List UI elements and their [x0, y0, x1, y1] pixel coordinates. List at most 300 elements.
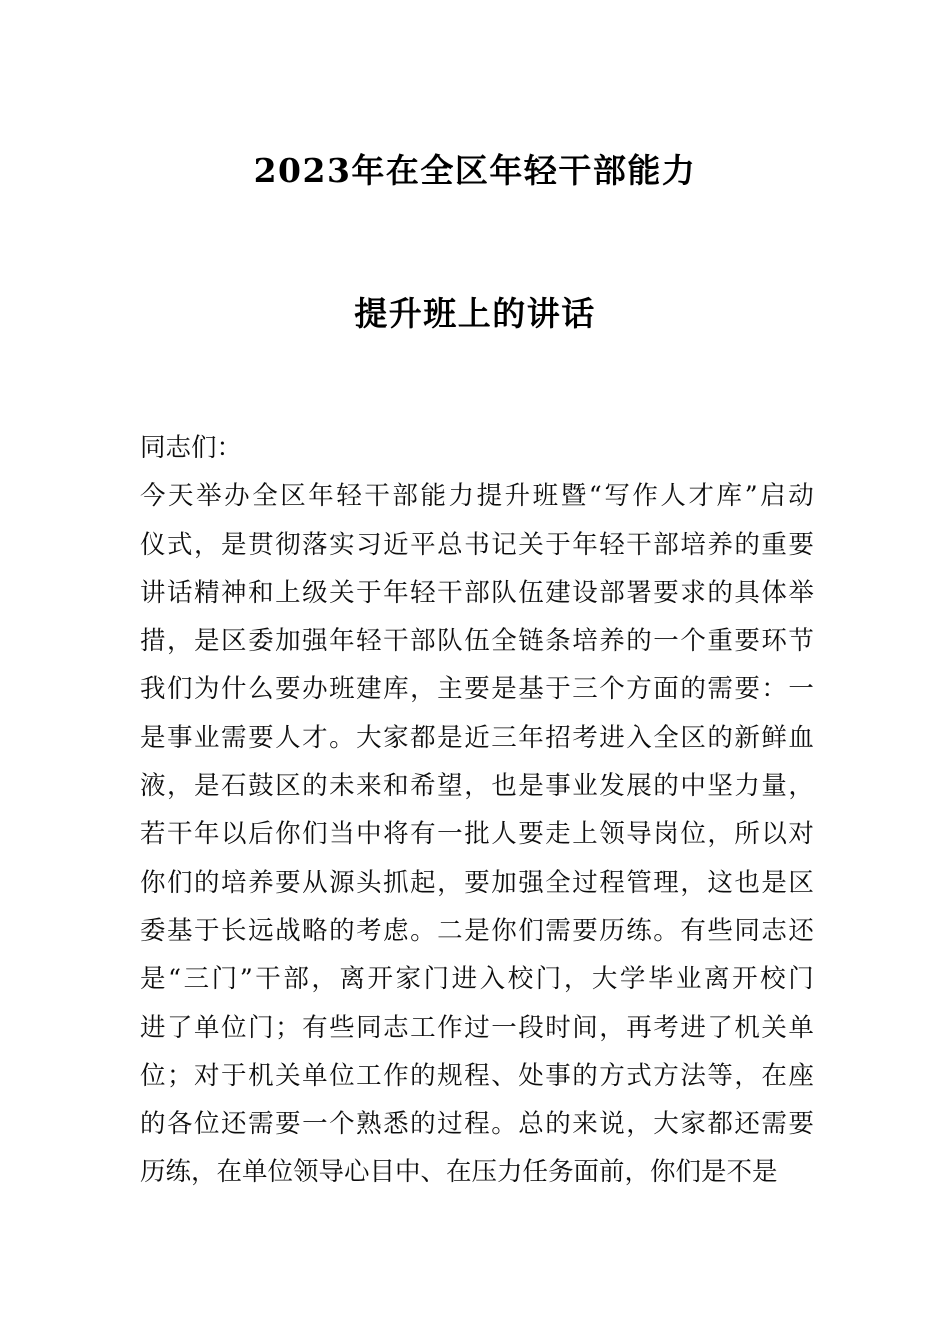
- body-glyph: 对: [788, 819, 814, 850]
- body-glyph: 关: [275, 1060, 301, 1091]
- body-glyph: 源: [329, 867, 355, 898]
- body-glyph: 班: [532, 481, 559, 512]
- body-glyph: 练: [626, 915, 652, 946]
- body-glyph: 面: [653, 674, 679, 705]
- body-glyph: 都: [707, 1109, 733, 1140]
- body-glyph: 学: [619, 964, 646, 995]
- body-glyph: 们: [518, 915, 544, 946]
- body-glyph: 位: [221, 1012, 247, 1043]
- body-line: [140, 569, 814, 617]
- body-glyph: 条: [545, 626, 571, 657]
- body-glyph: 后: [248, 819, 274, 850]
- body-glyph: 中: [356, 819, 382, 850]
- body-glyph: 的: [707, 577, 733, 608]
- body-glyph: 伍: [518, 577, 544, 608]
- body-glyph: ，: [410, 674, 436, 705]
- body-glyph: 大: [356, 722, 382, 753]
- body-glyph: 干: [626, 529, 652, 560]
- body-glyph: 上: [275, 577, 301, 608]
- body-glyph: 轻: [599, 529, 625, 560]
- body-glyph: 有: [680, 915, 706, 946]
- body-line: [140, 859, 814, 907]
- body-glyph: ，: [563, 964, 590, 995]
- body-glyph: 要: [464, 867, 490, 898]
- body-glyph: 平: [410, 529, 436, 560]
- body-glyph: 要: [734, 674, 760, 705]
- body-glyph: 力: [734, 771, 760, 802]
- body-glyph: 年: [518, 722, 544, 753]
- body-glyph: ，: [167, 771, 193, 802]
- body-line: [140, 617, 814, 665]
- body-glyph: 以: [221, 819, 247, 850]
- body-glyph: 考: [572, 722, 598, 753]
- body-glyph: 理: [653, 867, 679, 898]
- body-glyph: 进: [451, 964, 478, 995]
- body-glyph: ，: [680, 867, 706, 898]
- body-glyph: 启: [760, 481, 786, 512]
- body-glyph: 一: [302, 1109, 328, 1140]
- body-glyph: 才: [688, 481, 714, 512]
- body-glyph: 需: [707, 674, 733, 705]
- body-glyph: 干: [364, 481, 390, 512]
- body-glyph: 建: [545, 577, 571, 608]
- body-glyph: 的: [680, 674, 706, 705]
- body-glyph: 毕: [647, 964, 674, 995]
- body-glyph: 校: [507, 964, 534, 995]
- body-glyph: 部: [653, 529, 679, 560]
- body-glyph: 要: [464, 674, 490, 705]
- body-glyph: 于: [356, 577, 382, 608]
- body-glyph: 熟: [356, 1109, 382, 1140]
- body-glyph: 还: [734, 1109, 760, 1140]
- body-glyph: 坚: [707, 771, 733, 802]
- body-glyph: 事: [545, 771, 571, 802]
- body-glyph: 等: [707, 1060, 733, 1091]
- body-glyph: 了: [707, 1012, 733, 1043]
- body-glyph: 是: [518, 771, 544, 802]
- body-glyph: ，: [194, 529, 220, 560]
- body-glyph: 都: [410, 722, 436, 753]
- body-glyph: 导: [626, 819, 652, 850]
- body-glyph: 也: [734, 867, 760, 898]
- body-glyph: 间: [572, 1012, 598, 1043]
- body-glyph: 话: [167, 577, 193, 608]
- body-glyph: 动: [788, 481, 814, 512]
- body-glyph: 环: [761, 626, 787, 657]
- body-glyph: 部: [392, 481, 418, 512]
- body-glyph: 委: [140, 915, 166, 946]
- body-glyph: 才: [302, 722, 328, 753]
- body-glyph: 年: [329, 626, 355, 657]
- body-glyph: 人: [660, 481, 686, 512]
- body-glyph: 未: [329, 771, 355, 802]
- body-glyph: 讲: [140, 577, 166, 608]
- body-glyph: 管: [626, 867, 652, 898]
- body-glyph: 段: [518, 1012, 544, 1043]
- body-glyph: 规: [437, 1060, 463, 1091]
- body-glyph: 的: [626, 626, 652, 657]
- body-glyph: 的: [572, 1060, 598, 1091]
- body-glyph: 略: [302, 915, 328, 946]
- body-glyph: 战: [275, 915, 301, 946]
- body-glyph: 位: [329, 1060, 355, 1091]
- body-glyph: 你: [140, 867, 166, 898]
- body-glyph: 离: [704, 964, 730, 995]
- body-glyph: 当: [329, 819, 355, 850]
- body-glyph: 培: [680, 529, 706, 560]
- body-glyph: 长: [221, 915, 247, 946]
- body-glyph: 加: [491, 867, 517, 898]
- body-glyph: 库: [716, 481, 743, 512]
- body-line: [140, 714, 814, 762]
- body-glyph: 石: [221, 771, 247, 802]
- body-line: [140, 1052, 814, 1100]
- body-glyph: 些: [707, 915, 733, 946]
- body-glyph: 干: [437, 577, 463, 608]
- body-glyph: 总: [518, 1109, 544, 1140]
- body-glyph: 区: [280, 481, 306, 512]
- body-glyph: 门: [248, 1012, 274, 1043]
- body-glyph: 年: [308, 481, 334, 512]
- body-line: [140, 1004, 814, 1052]
- body-glyph: 离: [339, 964, 365, 995]
- body-glyph: 需: [545, 915, 571, 946]
- body-glyph: 举: [788, 577, 814, 608]
- body-glyph: 暨: [560, 481, 587, 512]
- body-glyph: 。: [653, 915, 679, 946]
- body-glyph: 养: [599, 626, 625, 657]
- body-glyph: 彻: [275, 529, 301, 560]
- body-glyph: 鲜: [761, 722, 787, 753]
- body-glyph: 年: [194, 819, 220, 850]
- title-line-2: 提升班上的讲话: [354, 294, 596, 333]
- body-glyph: 将: [383, 819, 409, 850]
- body-glyph: 要: [275, 867, 301, 898]
- body-glyph: 三: [572, 674, 598, 705]
- body-glyph: ；: [167, 1060, 193, 1091]
- body-glyph: 门: [788, 964, 814, 995]
- body-glyph: 人: [491, 819, 517, 850]
- body-glyph: 程: [464, 1109, 490, 1140]
- body-glyph: 你: [491, 915, 517, 946]
- body-glyph: 个: [329, 1109, 355, 1140]
- body-glyph: 全: [545, 867, 571, 898]
- body-glyph: 新: [734, 722, 760, 753]
- body-glyph: 需: [221, 722, 247, 753]
- body-glyph: 校: [760, 964, 786, 995]
- body-glyph: 于: [194, 915, 220, 946]
- body-glyph: 的: [194, 867, 220, 898]
- body-glyph: 写: [604, 481, 630, 512]
- body-glyph: 部: [464, 577, 490, 608]
- body-glyph: ，: [788, 771, 814, 802]
- body-glyph: 的: [653, 771, 679, 802]
- body-glyph: 有: [302, 1012, 328, 1043]
- body-glyph: 领: [599, 819, 625, 850]
- body-glyph: 家: [680, 1109, 706, 1140]
- body-glyph: 部: [410, 626, 436, 657]
- body-glyph: 进: [680, 1012, 706, 1043]
- body-glyph: 的: [734, 529, 760, 560]
- body-glyph: 走: [545, 819, 571, 850]
- body-glyph: 建: [356, 674, 382, 705]
- body-glyph: 入: [626, 722, 652, 753]
- body-glyph: 工: [356, 1060, 382, 1091]
- title-line-1: 2023年在全区年轻干部能力: [253, 151, 697, 190]
- body-glyph: 岗: [653, 819, 679, 850]
- body-glyph: 关: [329, 577, 355, 608]
- body-glyph: ”: [239, 964, 253, 995]
- body-glyph: 家: [383, 722, 409, 753]
- body-glyph: 一: [653, 626, 679, 657]
- body-glyph: 能: [420, 481, 446, 512]
- body-glyph: 还: [788, 915, 814, 946]
- body-glyph: 招: [545, 722, 571, 753]
- body-glyph: 法: [680, 1060, 706, 1091]
- body-glyph: ，: [734, 1060, 760, 1091]
- body-glyph: 精: [194, 577, 220, 608]
- body-glyph: 轻: [410, 577, 436, 608]
- body-glyph: 强: [518, 867, 544, 898]
- body-glyph: 三: [491, 722, 517, 753]
- body-glyph: 过: [572, 867, 598, 898]
- body-glyph: 们: [167, 674, 193, 705]
- body-glyph: 各: [167, 1109, 193, 1140]
- body-glyph: 位: [680, 819, 706, 850]
- document-body: [140, 424, 814, 1197]
- body-glyph: 求: [680, 577, 706, 608]
- body-glyph: 有: [410, 819, 436, 850]
- body-glyph: 是: [761, 867, 787, 898]
- body-glyph: 提: [476, 481, 503, 512]
- body-glyph: ，: [626, 1109, 652, 1140]
- body-glyph: 作: [383, 1060, 409, 1091]
- body-glyph: 总: [437, 529, 463, 560]
- body-glyph: 于: [545, 674, 571, 705]
- body-glyph: 方: [653, 1060, 679, 1091]
- body-glyph: 了: [167, 1012, 193, 1043]
- body-glyph: 部: [283, 964, 309, 995]
- body-glyph: 三: [183, 964, 210, 995]
- body-glyph: 些: [329, 1012, 355, 1043]
- body-glyph: 我: [140, 674, 166, 705]
- body-glyph: 。: [329, 722, 355, 753]
- body-glyph: ，: [599, 1012, 625, 1043]
- body-glyph: ，: [311, 964, 337, 995]
- body-glyph: 血: [788, 722, 814, 753]
- body-glyph: 在: [761, 1060, 787, 1091]
- body-glyph: 什: [221, 674, 247, 705]
- body-glyph: 年: [572, 529, 598, 560]
- body-glyph: 体: [761, 577, 787, 608]
- body-glyph: 级: [302, 577, 328, 608]
- body-glyph: 再: [626, 1012, 652, 1043]
- body-glyph: 展: [626, 771, 652, 802]
- body-glyph: 事: [167, 722, 193, 753]
- body-glyph: 么: [248, 674, 274, 705]
- body-glyph: 的: [329, 915, 355, 946]
- body-glyph: 关: [518, 529, 544, 560]
- body-glyph: 的: [545, 1109, 571, 1140]
- body-glyph: 近: [383, 529, 409, 560]
- body-line: [140, 955, 814, 1003]
- body-glyph: ，: [167, 626, 193, 657]
- body-glyph: 单: [302, 1060, 328, 1091]
- body-glyph: “: [588, 481, 602, 512]
- body-glyph: 关: [761, 1012, 787, 1043]
- body-glyph: 措: [140, 626, 166, 657]
- body-glyph: 实: [329, 529, 355, 560]
- body-line: [140, 1100, 814, 1148]
- body-glyph: 主: [437, 674, 463, 705]
- body-glyph: 门: [423, 964, 450, 995]
- body-glyph: 区: [680, 722, 706, 753]
- body-glyph: 程: [599, 867, 625, 898]
- body-glyph: 于: [545, 529, 571, 560]
- body-glyph: 二: [437, 915, 463, 946]
- body-glyph: 业: [572, 771, 598, 802]
- body-glyph: 一: [788, 674, 814, 705]
- body-glyph: 家: [395, 964, 422, 995]
- body-glyph: 要: [248, 722, 274, 753]
- body-glyph: ，: [437, 867, 463, 898]
- body-glyph: 干: [167, 819, 193, 850]
- body-glyph: 轻: [336, 481, 362, 512]
- body-glyph: 要: [653, 577, 679, 608]
- body-glyph: 是: [194, 626, 220, 657]
- body-glyph: 全: [252, 481, 278, 512]
- body-glyph: 伍: [464, 626, 490, 657]
- body-glyph: 门: [535, 964, 562, 995]
- body-glyph: 具: [734, 577, 760, 608]
- body-glyph: 落: [302, 529, 328, 560]
- body-glyph: 是: [140, 964, 166, 995]
- body-glyph: 批: [464, 819, 490, 850]
- body-glyph: 开: [367, 964, 393, 995]
- body-glyph: 量: [761, 771, 787, 802]
- body-glyph: 养: [707, 529, 733, 560]
- body-glyph: 若: [140, 819, 166, 850]
- body-glyph: 重: [761, 529, 787, 560]
- body-glyph: 、: [491, 1060, 517, 1091]
- body-glyph: 一: [491, 1012, 517, 1043]
- body-glyph: 要: [734, 626, 760, 657]
- body-glyph: 设: [572, 577, 598, 608]
- body-glyph: 链: [518, 626, 544, 657]
- body-glyph: 人: [275, 722, 301, 753]
- body-glyph: 个: [680, 626, 706, 657]
- body-line: [140, 810, 814, 858]
- body-last-line: 历练，在单位领导心目中、在压力任务面前，你们是不是: [140, 1157, 778, 1188]
- body-glyph: 液: [140, 771, 166, 802]
- body-glyph: 区: [275, 771, 301, 802]
- body-glyph: 作: [437, 1012, 463, 1043]
- body-glyph: 个: [599, 674, 625, 705]
- body-glyph: 基: [167, 915, 193, 946]
- body-glyph: 过: [437, 1109, 463, 1140]
- body-glyph: 位: [140, 1060, 166, 1091]
- body-paragraph: [140, 472, 814, 1148]
- body-glyph: 门: [211, 964, 238, 995]
- document-title: [0, 148, 950, 337]
- body-glyph: 培: [221, 867, 247, 898]
- body-glyph: 是: [491, 674, 517, 705]
- body-glyph: 望: [437, 771, 463, 802]
- body-glyph: 神: [221, 577, 247, 608]
- body-glyph: 程: [464, 1060, 490, 1091]
- body-line: [140, 521, 814, 569]
- body-glyph: 抓: [383, 867, 409, 898]
- body-glyph: 署: [626, 577, 652, 608]
- body-glyph: ：: [761, 674, 787, 705]
- body-glyph: 说: [599, 1109, 625, 1140]
- body-glyph: 的: [410, 1109, 436, 1140]
- body-glyph: 虑: [383, 915, 409, 946]
- body-glyph: 习: [356, 529, 382, 560]
- body-glyph: 单: [194, 1012, 220, 1043]
- body-glyph: 进: [599, 722, 625, 753]
- body-glyph: 方: [626, 674, 652, 705]
- body-glyph: 队: [491, 577, 517, 608]
- body-glyph: 区: [221, 626, 247, 657]
- body-glyph: 业: [676, 964, 702, 995]
- body-line: [140, 472, 814, 520]
- body-glyph: 。: [491, 1109, 517, 1140]
- body-glyph: ，: [707, 819, 733, 850]
- body-glyph: 式: [167, 529, 193, 560]
- body-line: [140, 907, 814, 955]
- body-glyph: 是: [194, 771, 220, 802]
- body-glyph: 要: [788, 1109, 814, 1140]
- body-glyph: 是: [464, 915, 490, 946]
- body-glyph: 同: [356, 1012, 382, 1043]
- body-glyph: 发: [599, 771, 625, 802]
- body-glyph: 的: [707, 722, 733, 753]
- body-glyph: 志: [761, 915, 787, 946]
- body-glyph: 的: [410, 1060, 436, 1091]
- body-glyph: ”: [744, 481, 758, 512]
- body-glyph: 远: [248, 915, 274, 946]
- body-glyph: 干: [383, 626, 409, 657]
- body-glyph: 从: [302, 867, 328, 898]
- body-glyph: 库: [383, 674, 409, 705]
- body-glyph: “: [168, 964, 182, 995]
- body-glyph: 重: [707, 626, 733, 657]
- body-glyph: 仪: [140, 529, 166, 560]
- body-glyph: 记: [491, 529, 517, 560]
- body-glyph: 贯: [248, 529, 274, 560]
- body-glyph: 作: [632, 481, 658, 512]
- body-glyph: 对: [194, 1060, 220, 1091]
- body-glyph: 办: [224, 481, 250, 512]
- body-glyph: 志: [383, 1012, 409, 1043]
- body-glyph: 是: [221, 529, 247, 560]
- body-glyph: 入: [479, 964, 506, 995]
- body-glyph: 同: [734, 915, 760, 946]
- body-glyph: 座: [788, 1060, 814, 1091]
- body-glyph: 全: [491, 626, 517, 657]
- body-glyph: 业: [194, 722, 220, 753]
- body-glyph: 进: [140, 1012, 166, 1043]
- body-glyph: 要: [518, 819, 544, 850]
- body-glyph: 起: [410, 867, 436, 898]
- body-glyph: 大: [653, 1109, 679, 1140]
- body-glyph: 节: [788, 626, 814, 657]
- body-glyph: 强: [302, 626, 328, 657]
- body-glyph: 这: [707, 867, 733, 898]
- body-glyph: 养: [248, 867, 274, 898]
- body-glyph: 单: [788, 1012, 814, 1043]
